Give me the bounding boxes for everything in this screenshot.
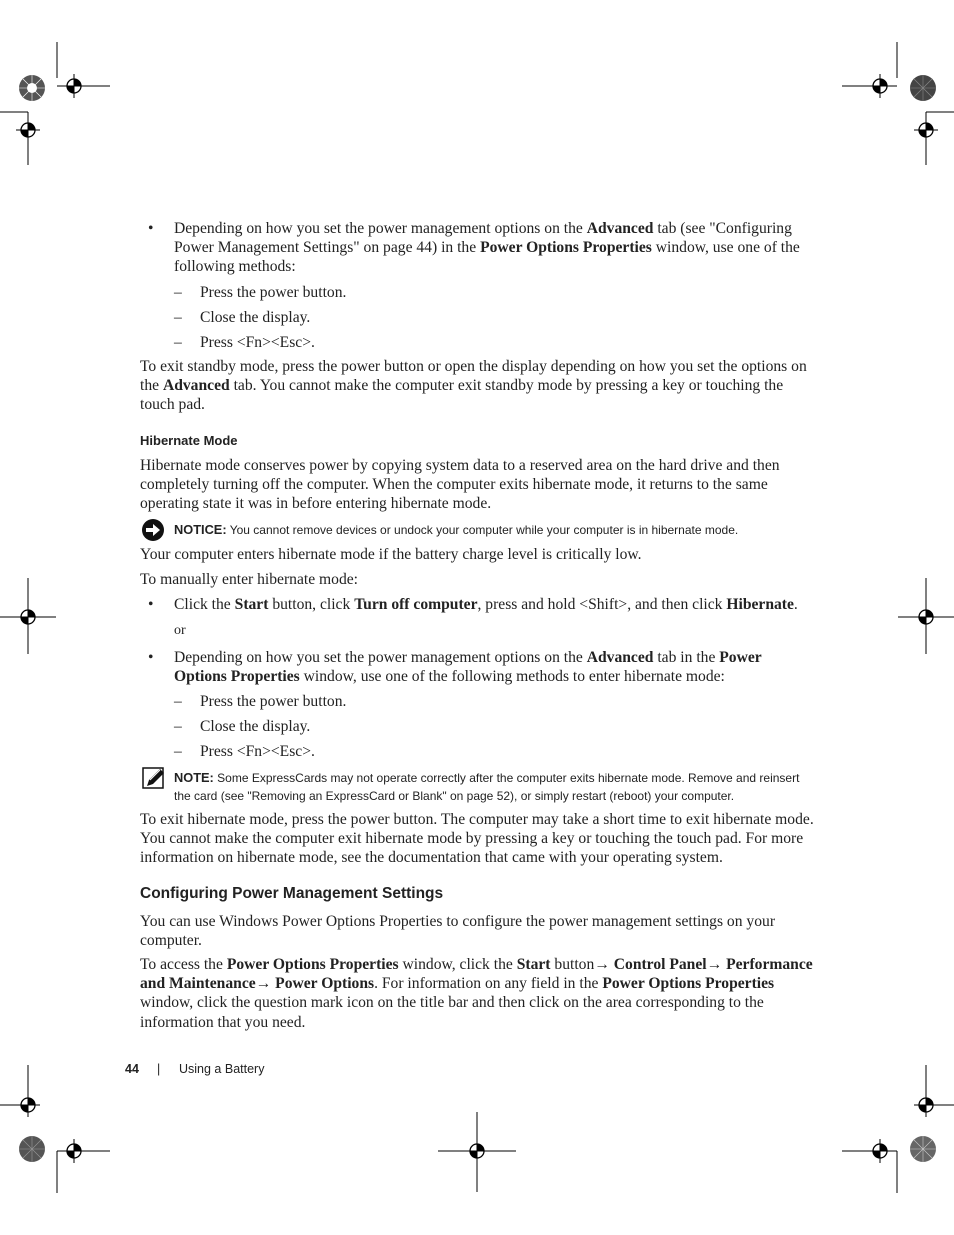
- text-run: To exit standby mode, press the power button or open the display depending on how you set the options on the: [140, 358, 807, 395]
- starburst-mark-icon: [909, 74, 937, 102]
- registration-target-icon: [868, 74, 892, 98]
- note-text: [174, 769, 814, 805]
- bullet-marker: •: [148, 649, 154, 666]
- paragraph: You can use Windows Power Options Properties to configure the power management settings on your computer.: [140, 913, 776, 950]
- text-run: tab (see "Configuring Power Management Settings" on page 44) in the: [174, 220, 792, 257]
- arrow-glyph: →: [706, 956, 723, 973]
- ui-term: Power Options Properties: [226, 956, 399, 973]
- ui-term: Turn off computer: [354, 596, 478, 613]
- text-run: Depending on how you set the power management options on the: [174, 649, 587, 666]
- list-item: Press the power button.: [200, 284, 347, 301]
- ui-term: Advanced: [586, 649, 654, 666]
- ui-term: Advanced: [586, 220, 654, 237]
- registration-target-icon: [914, 118, 938, 142]
- ui-term: Hibernate: [726, 596, 794, 613]
- text-run: window, click the question mark icon on the title bar and then click on the area corresponding to the information that you need.: [140, 994, 764, 1031]
- registration-target-icon: [16, 605, 40, 629]
- ui-term: Power Options: [271, 975, 375, 993]
- text-run: window, use one of the following methods to enter hibernate mode:: [299, 668, 725, 686]
- paragraph: To exit hibernate mode, press the power button. The computer may take a short time to exit hibernate mode. You cannot make the computer exit hibernate mode by pressing a key or touching the touch pad. For more information on hibernate mode, see the documentation that came with your operating system.: [140, 811, 814, 867]
- text-run: , press and hold <Shift>, and then click: [477, 596, 727, 613]
- section-heading: Configuring Power Management Settings: [140, 885, 444, 902]
- text-run: You cannot remove devices or undock your computer while your computer is in hibernate mode.: [226, 523, 739, 537]
- bullet-marker: •: [148, 596, 154, 613]
- starburst-mark-icon: [18, 1135, 46, 1163]
- registration-target-icon: [16, 1093, 40, 1117]
- arrow-glyph: →: [594, 956, 610, 973]
- paragraph: [140, 955, 820, 1032]
- registration-target-icon: [62, 1139, 86, 1163]
- list-item: Press the power button.: [200, 693, 347, 710]
- dash-marker: –: [174, 743, 182, 760]
- text-run: Some ExpressCards may not operate correctly after the computer exits hibernate mode. Remove and reinsert the card (see "Removing an ExpressCard or Blank" on page 52), or simply restart (reboot) your computer.: [174, 771, 800, 803]
- ui-term: Power Options Properties: [602, 975, 775, 993]
- starburst-mark-icon: [18, 74, 46, 102]
- bullet-text: [174, 648, 814, 686]
- registration-target-icon: [16, 118, 40, 142]
- registration-target-icon: [868, 1139, 892, 1163]
- or-separator: or: [174, 623, 186, 638]
- text-run: tab in the: [653, 649, 720, 666]
- section-heading: Hibernate Mode: [140, 433, 238, 448]
- text-run: tab. You cannot make the computer exit standby mode by pressing a key or touching the touch pad.: [140, 377, 784, 414]
- text-run: Depending on how you set the power management options on the: [174, 220, 587, 237]
- bullet-marker: •: [148, 220, 154, 237]
- footer-section-title: Using a Battery: [179, 1062, 265, 1076]
- arrow-glyph: →: [255, 975, 272, 993]
- dash-marker: –: [174, 718, 182, 735]
- list-item: Close the display.: [200, 718, 311, 735]
- list-item: Close the display.: [200, 309, 311, 326]
- registration-target-icon: [914, 605, 938, 629]
- list-item: Press <Fn><Esc>.: [200, 743, 315, 760]
- ui-term: Power Options Properties: [480, 239, 652, 257]
- text-run: .: [793, 596, 798, 613]
- registration-target-icon: [465, 1139, 489, 1163]
- text-run: . For information on any field in the: [374, 975, 603, 993]
- paragraph: To manually enter hibernate mode:: [140, 571, 359, 588]
- paragraph: Your computer enters hibernate mode if the battery charge level is critically low.: [140, 546, 642, 563]
- notice-label: NOTICE:: [174, 522, 227, 537]
- list-item: Press <Fn><Esc>.: [200, 334, 315, 351]
- registration-target-icon: [62, 74, 86, 98]
- ui-term: Advanced: [162, 377, 230, 395]
- paragraph: [140, 357, 816, 415]
- text-run: window, use one of the following methods:: [174, 239, 800, 276]
- dash-marker: –: [174, 334, 182, 351]
- notice-text: [174, 521, 814, 540]
- registration-target-icon: [914, 1093, 938, 1117]
- notice-arrow-icon: [141, 518, 165, 542]
- text-run: To access the: [140, 956, 227, 973]
- starburst-mark-icon: [909, 1135, 937, 1163]
- bullet-text: [174, 595, 814, 614]
- dash-marker: –: [174, 309, 182, 326]
- ui-term: Start: [516, 956, 551, 973]
- dash-marker: –: [174, 284, 182, 301]
- footer-separator: |: [157, 1062, 161, 1076]
- paragraph: Hibernate mode conserves power by copying system data to a reserved area on the hard drive and then completely turning off the computer. When the computer exits hibernate mode, it returns to the same operating state it was in before entering hibernate mode.: [140, 457, 780, 513]
- bullet-text: [174, 219, 814, 277]
- note-label: NOTE:: [174, 770, 214, 785]
- page-number: 44: [125, 1062, 139, 1076]
- text-run: Click the: [174, 596, 235, 613]
- ui-term: Performance and Maintenance: [140, 956, 813, 993]
- ui-term: Power Options Properties: [174, 649, 762, 686]
- note-pencil-icon: [142, 766, 166, 790]
- ui-term: Control Panel: [609, 956, 707, 973]
- text-run: window, click the: [398, 956, 517, 973]
- text-run: button: [550, 956, 595, 973]
- ui-term: Start: [234, 596, 269, 613]
- text-run: button, click: [268, 596, 355, 613]
- dash-marker: –: [174, 693, 182, 710]
